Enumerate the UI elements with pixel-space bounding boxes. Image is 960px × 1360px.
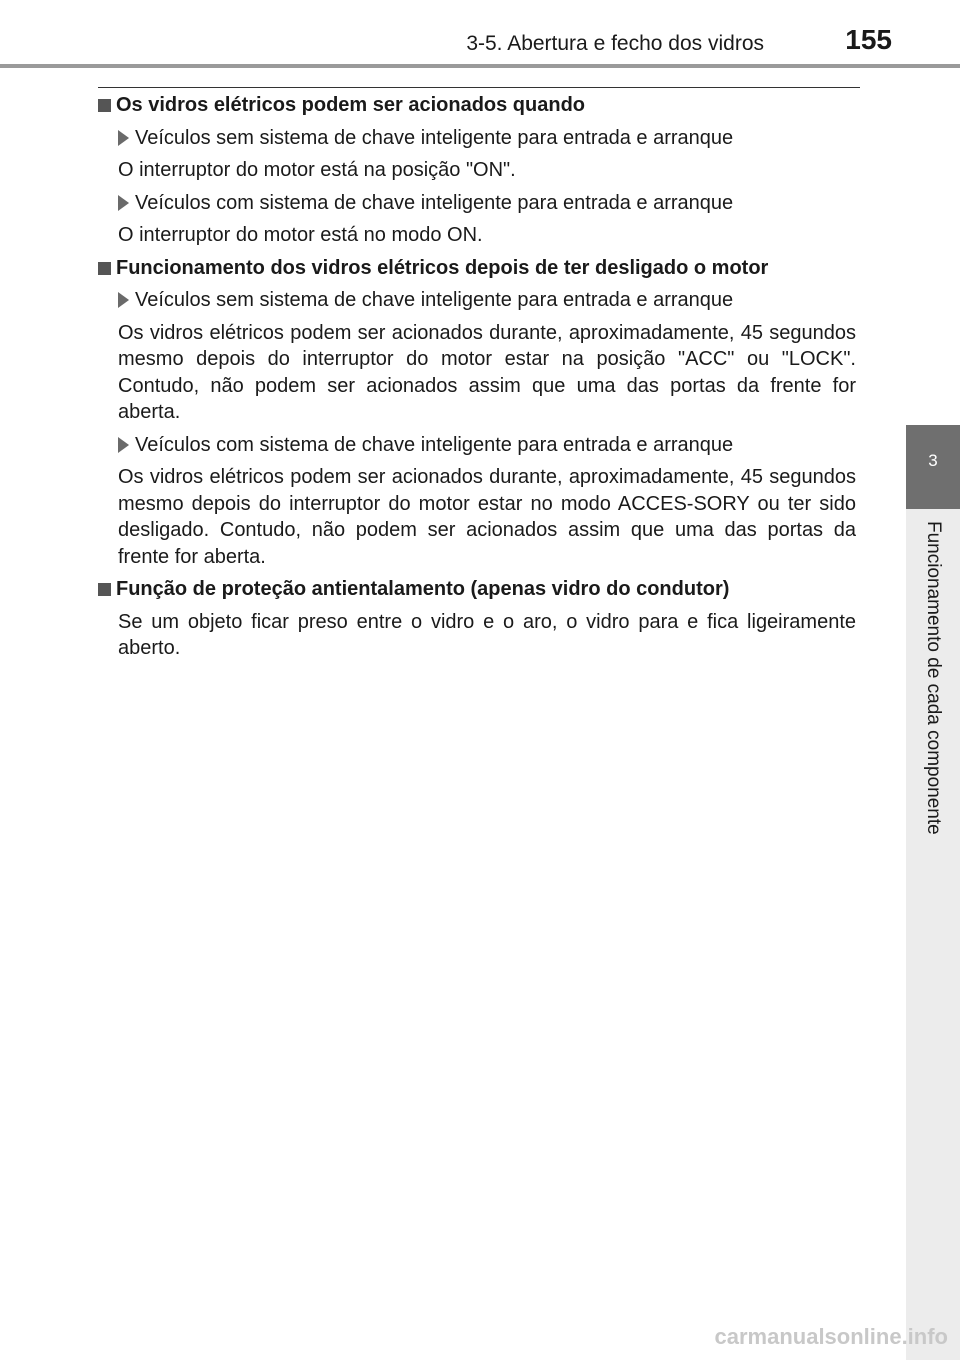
square-bullet-icon: [98, 262, 111, 275]
paragraph: O interruptor do motor está no modo ON.: [118, 224, 483, 246]
bullet-text: Veículos sem sistema de chave inteligente para entrada e arranque: [135, 289, 734, 311]
bullet-item: [118, 190, 856, 217]
header-divider: [0, 64, 960, 68]
triangle-bullet-icon: [118, 195, 129, 211]
watermark: carmanualsonline.info: [714, 1324, 948, 1349]
section-heading: [98, 576, 856, 603]
section-title: 3-5. Abertura e fecho dos vidros: [466, 32, 764, 55]
chapter-title: Funcionamento de cada componente: [923, 521, 944, 835]
main-content: [98, 92, 856, 668]
square-bullet-icon: [98, 583, 111, 596]
heading-text: Função de proteção antientalamento (apenas vidro do condutor): [116, 578, 730, 600]
bullet-text: Veículos com sistema de chave inteligente para entrada e arranque: [135, 433, 734, 456]
heading-text: Os vidros elétricos podem ser acionados quando: [116, 94, 586, 116]
bullet-text: Veículos com sistema de chave inteligente para entrada e arranque: [135, 191, 734, 214]
bullet-item: [118, 287, 856, 314]
chapter-title-vertical: [913, 521, 953, 861]
section-after-engine-off: [98, 255, 856, 571]
triangle-bullet-icon: [118, 130, 129, 146]
page-number: 155: [845, 24, 892, 55]
section-power-windows-operation: [98, 92, 856, 249]
bullet-text: Veículos sem sistema de chave inteligente para entrada e arranque: [135, 126, 734, 149]
section-heading: [98, 92, 856, 119]
section-heading: [98, 255, 856, 282]
paragraph: Se um objeto ficar preso entre o vidro e o aro, o vidro para e fica ligeiramente aberto.: [118, 610, 856, 659]
section-jam-protection: [98, 576, 856, 662]
chapter-tab: [906, 425, 960, 509]
paragraph: O interruptor do motor está na posição "ON".: [118, 159, 516, 181]
bullet-item: [118, 432, 856, 459]
page-header: [0, 0, 960, 68]
chapter-number: 3: [928, 451, 938, 470]
triangle-bullet-icon: [118, 292, 129, 308]
paragraph: Os vidros elétricos podem ser acionados durante, aproximadamente, 45 segundos mesmo depois do interruptor do motor estar no modo ACCES-SORY ou ter sido desligado. Contudo, não podem ser acionados assim que uma das portas da frente for aberta.: [118, 466, 856, 568]
paragraph: Os vidros elétricos podem ser acionados durante, aproximadamente, 45 segundos mesmo depois do interruptor do motor estar na posição "ACC" ou "LOCK". Contudo, não podem ser acionados assim que uma das portas da frente for aberta.: [118, 321, 856, 423]
heading-text: Funcionamento dos vidros elétricos depois de ter desligado o motor: [116, 256, 769, 279]
content-divider: [98, 87, 860, 88]
bullet-item: [118, 125, 856, 152]
square-bullet-icon: [98, 99, 111, 112]
triangle-bullet-icon: [118, 437, 129, 453]
